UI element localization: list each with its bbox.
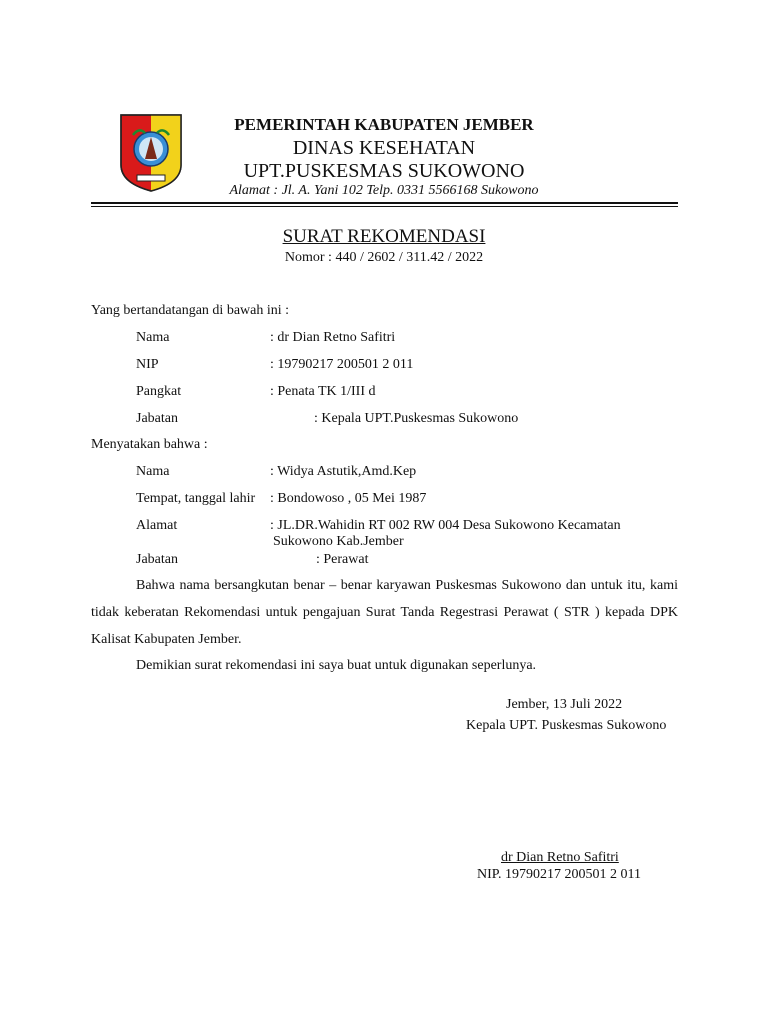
body-paragraph: Bahwa nama bersangkutan benar – benar karyawan Puskesmas Sukowono dan untuk itu, kami tidak keberatan Rekomendasi untuk pengajuan Surat Tanda Regestrasi Perawat ( STR ) kepada DPK Kalisat Kabupaten Jember.: [91, 578, 678, 647]
letter-number: Nomor : 440 / 2602 / 311.42 / 2022: [284, 250, 484, 265]
subject-ttl-value: : Bondowoso , 05 Mei 1987: [270, 491, 427, 506]
signer-nama-value: : dr Dian Retno Safitri: [270, 330, 396, 345]
signer-nip-value: : 19790217 200501 2 011: [270, 357, 414, 372]
letter-title: SURAT REKOMENDASI: [282, 226, 486, 247]
letterhead-department: DINAS KESEHATAN: [292, 137, 476, 159]
signature-place-date: Jember, 13 Juli 2022: [506, 697, 623, 712]
letterhead-address: Alamat : Jl. A. Yani 102 Telp. 0331 5566168 Sukowono: [229, 183, 539, 198]
signature-position: Kepala UPT. Puskesmas Sukowono: [466, 718, 667, 733]
closing-paragraph: Demikian surat rekomendasi ini saya buat untuk digunakan seperlunya.: [136, 658, 537, 673]
signer-pangkat-label: Pangkat: [136, 384, 182, 399]
signer-nama-label: Nama: [136, 330, 170, 345]
letterhead-divider-thick: [91, 202, 678, 204]
subject-nama-label: Nama: [136, 464, 170, 479]
letterhead-institution: UPT.PUSKESMAS SUKOWONO: [243, 160, 525, 182]
subject-jabatan-label: Jabatan: [136, 552, 178, 567]
signer-intro: Yang bertandatangan di bawah ini :: [91, 303, 290, 318]
signature-nip: NIP. 19790217 200501 2 011: [477, 867, 641, 882]
signer-nip-label: NIP: [136, 357, 159, 372]
subject-nama-value: : Widya Astutik,Amd.Kep: [270, 464, 417, 479]
signature-name: dr Dian Retno Safitri: [501, 850, 619, 865]
subject-jabatan-value: : Perawat: [316, 552, 369, 567]
subject-alamat-value-line1: : JL.DR.Wahidin RT 002 RW 004 Desa Sukowono Kecamatan: [270, 518, 621, 533]
signer-jabatan-value: : Kepala UPT.Puskesmas Sukowono: [314, 411, 519, 426]
subject-ttl-label: Tempat, tanggal lahir: [136, 491, 256, 506]
letterhead-government: PEMERINTAH KABUPATEN JEMBER: [234, 115, 534, 134]
signer-pangkat-value: : Penata TK 1/III d: [270, 384, 376, 399]
letterhead-divider-thin: [91, 206, 678, 207]
statement-intro: Menyatakan bahwa :: [91, 437, 208, 452]
signer-jabatan-label: Jabatan: [136, 411, 178, 426]
subject-alamat-value-line2: Sukowono Kab.Jember: [273, 534, 404, 549]
subject-alamat-label: Alamat: [136, 518, 178, 533]
